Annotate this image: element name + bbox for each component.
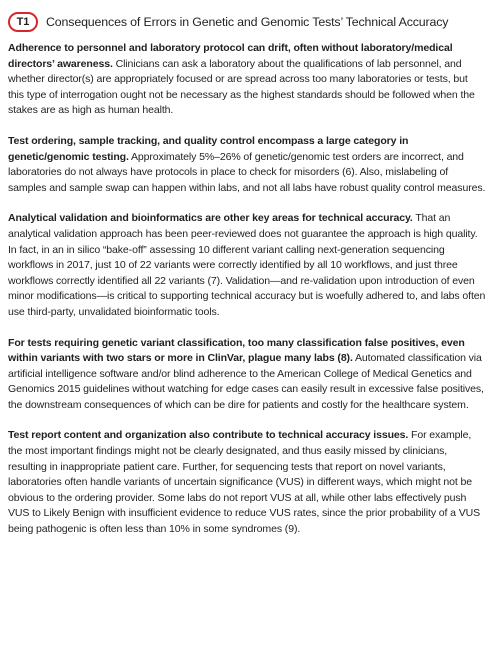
section-lead: Test report content and organization also contribute to technical accuracy issues.	[8, 429, 409, 442]
section-body: Approximately 5%–26% of genetic/genomic test orders are incorrect, and laboratories do not always have protocols in place to check for misorders (6). Also, mislabeling of samples and sample swap can happen within labs, and not all labs have robust quality control measures.	[8, 150, 486, 194]
section-body: Automated classification via artificial intelligence software and/or blind adherence to the American College of Medical Genetics and Genomics 2015 guidelines without watching for edge cases can easily result in excessive false positives, the downstream consequences of which can be dire for patients and costly for the healthcare system.	[8, 352, 484, 411]
section-body: Clinicians can ask a laboratory about the qualifications of lab personnel, and whether director(s) are appropriately focused or are spread across too many laboratories or tests, but this type of interrogation ought not be necessary as the highest standards should be followed when the stakes are as high as human health.	[8, 57, 475, 117]
section-body: That an analytical validation approach has been peer-reviewed does not guarantee the approach is high quality. In fact, in an in silico “bake-off” assessing 10 different variant calling next-generation sequencing workflows in 2017, just 10 of 22 variants were correctly identified by all 10 workflows, and just three workflows correctly identified all 22 variants (7). Validation—and re-validation upon introduction of even minor modifications—is critical to supporting technical accuracy but is woefully adhered to, and labs often use third-party, unvalidated bioinformatic tools.	[8, 212, 486, 318]
table-number-badge: T1	[8, 12, 38, 32]
section-test-ordering	[8, 134, 486, 196]
section-lead: For tests requiring genetic variant classification, too many classification false positives, even within variants with two stars or more in ClinVar, plague many labs (8).	[8, 336, 465, 365]
section-lead: Adherence to personnel and laboratory protocol can drift, often without laboratory/medical directors’ awareness.	[8, 42, 453, 70]
section-body: For example, the most important findings might not be clearly designated, and thus easily missed by clinicians, resulting in inappropriate patient care. Further, for sequencing tests that report on novel variants, laboratories often handle variants of uncertain significance (VUS) in different ways, which might not be obvious to the ordering provider. Some labs do not report VUS at all, while other labs effectively push VUS to Likely Benign with insufficient evidence to reduce VUS rates, since the prior probability of a VUS being pathogenic is often less than 10% in some syndromes (9).	[8, 429, 481, 536]
section-lead: Test ordering, sample tracking, and quality control encompass a large category in genetic/genomic testing.	[8, 134, 409, 163]
section-personnel-protocol	[8, 41, 486, 119]
table-title: Consequences of Errors in Genetic and Genomic Tests’ Technical Accuracy	[46, 15, 449, 29]
section-variant-classification	[8, 336, 486, 414]
section-lead: Analytical validation and bioinformatics are other key areas for technical accuracy.	[8, 212, 413, 225]
section-test-report	[8, 428, 486, 537]
table-header	[8, 9, 486, 35]
section-analytical-validation	[8, 211, 486, 320]
